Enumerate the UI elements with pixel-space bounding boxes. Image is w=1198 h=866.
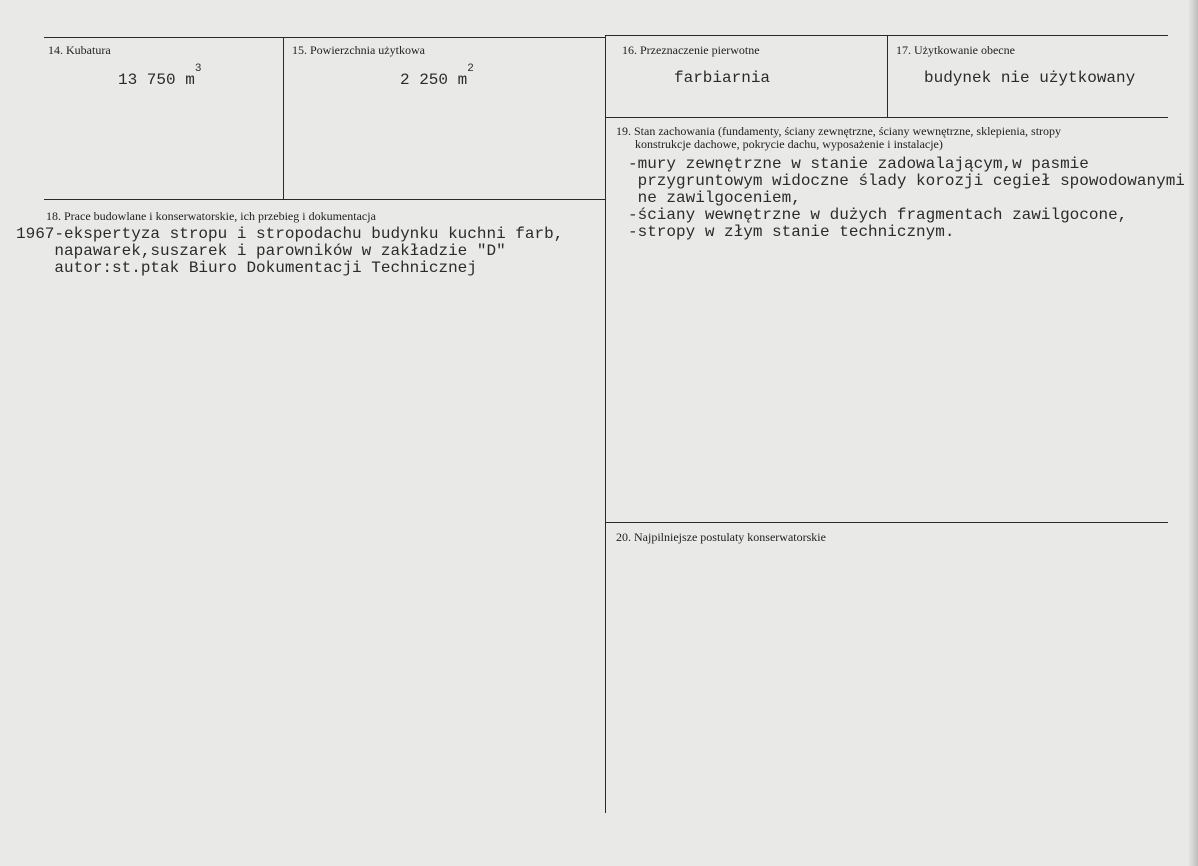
field-przeznaczenie-label: 16. Przeznaczenie pierwotne (622, 43, 760, 57)
field-prace-text-area (16, 226, 610, 296)
field-prace-label: 18. Prace budowlane i konserwatorskie, ich przebieg i dokumentacja (46, 209, 376, 223)
prace-line: autor:st.ptak Biuro Dokumentacji Technicznej (16, 259, 477, 277)
field-uzytkowanie-value: budynek nie użytkowany (924, 69, 1136, 87)
rule-under-14-15 (44, 199, 606, 200)
field-postulaty-label: 20. Najpilniejsze postulaty konserwatorskie (616, 530, 826, 544)
field-przeznaczenie-value: farbiarnia (674, 69, 771, 87)
prace-line: napawarek,suszarek i parowników w zakładzie "D" (16, 242, 506, 260)
stan-line: przygruntowym widoczne ślady korozji cegieł spowodowanymi (628, 172, 1185, 190)
field-stan-label-line1: 19. Stan zachowania (fundamenty, ściany zewnętrzne, ściany wewnętrzne, sklepienia, stropy (616, 124, 1062, 138)
stan-line: -mury zewnętrzne w stanie zadowalającym,w pasmie (628, 156, 1089, 173)
powierzchnia-unit-exponent: 2 (467, 63, 474, 75)
field-uzytkowanie-label: 17. Użytkowanie obecne (896, 43, 1015, 57)
field-stan-text-area (628, 156, 1198, 256)
kubatura-unit-exponent: 3 (194, 63, 202, 75)
stan-line: -stropy w złym stanie technicznym. (628, 223, 955, 241)
field-stan-label-line2: konstrukcje dachowe, pokrycie dachu, wyposażenie i instalacje) (635, 137, 943, 151)
rule-above-20 (606, 522, 1168, 523)
divider-16-17 (887, 35, 888, 117)
divider-14-15 (283, 37, 284, 199)
rule-under-16-17 (606, 117, 1168, 118)
field-kubatura-value: 13 750 $m^3$ (118, 63, 202, 89)
stan-line: -ściany wewnętrzne w dużych fragmentach zawilgocone, (628, 206, 1128, 224)
field-powierzchnia-label: 15. Powierzchnia użytkowa (292, 43, 425, 57)
card-right-edge (1188, 0, 1198, 866)
stan-line: ne zawilgoceniem, (628, 189, 801, 207)
field-powierzchnia-value: 2 250 $m^2$ (400, 63, 474, 89)
divider-center (605, 35, 606, 813)
field-kubatura-label: 14. Kubatura (48, 43, 111, 57)
top-rule-left (44, 37, 606, 38)
prace-line: 1967-ekspertyza stropu i stropodachu budynku kuchni farb, (16, 226, 564, 243)
